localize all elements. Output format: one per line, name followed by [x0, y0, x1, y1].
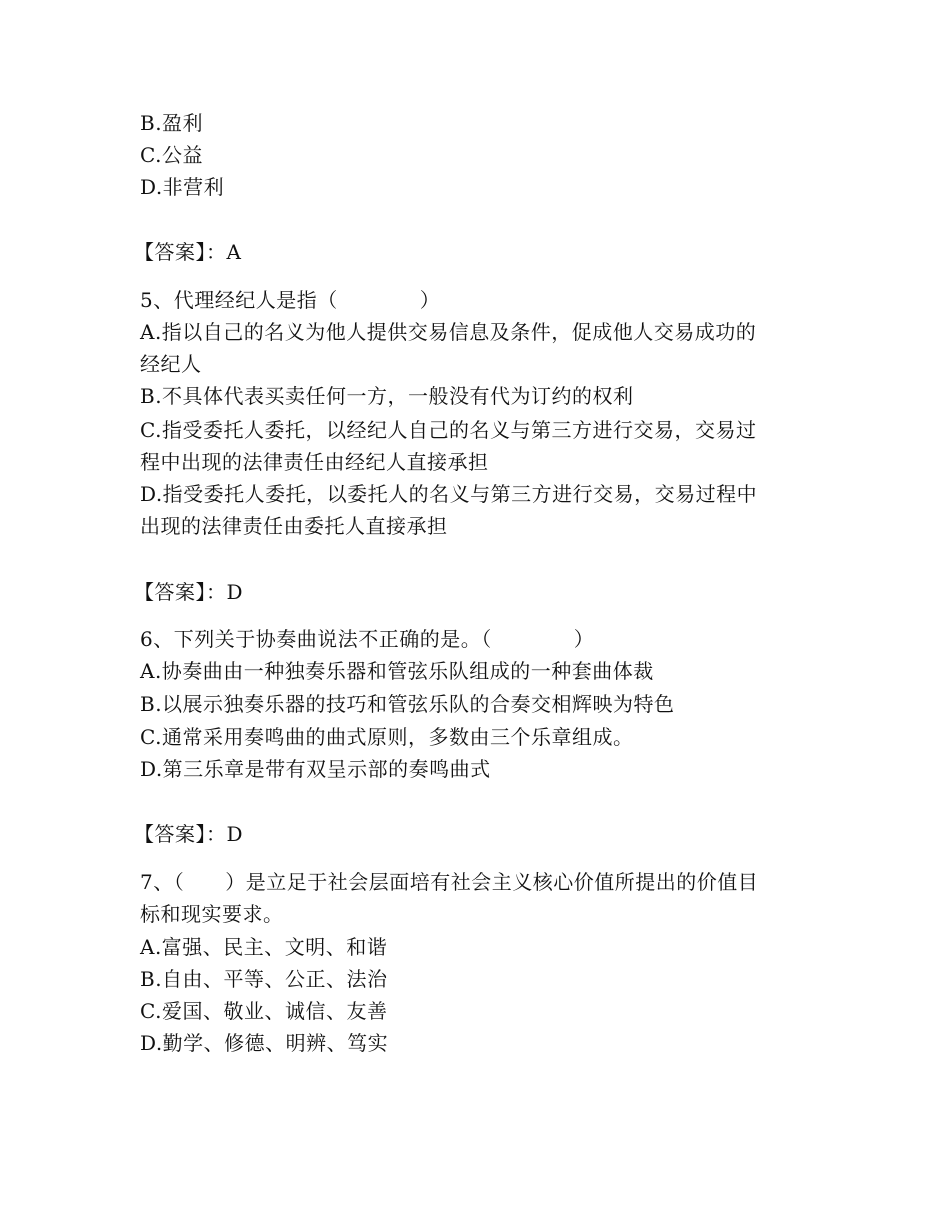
- q5-option-a-line2: 经纪人: [140, 352, 202, 376]
- q5-option-a-line1: A.指以自己的名义为他人提供交易信息及条件，促成他人交易成功的: [140, 320, 757, 344]
- q5-option-c-line2: 程中出现的法律责任由经纪人直接承担: [140, 450, 489, 474]
- q7-option-b: B.自由、平等、公正、法治: [140, 967, 388, 991]
- q5-option-d-line2: 出现的法律责任由委托人直接承担: [140, 514, 448, 538]
- q4-option-d: D.非营利: [140, 175, 225, 199]
- q5-option-d-line1: D.指受委托人委托，以委托人的名义与第三方进行交易，交易过程中: [140, 482, 758, 506]
- q4-answer: 【答案】：A: [134, 240, 242, 264]
- q7-option-a: A.富强、民主、文明、和谐: [140, 935, 388, 959]
- q5-answer: 【答案】：D: [134, 580, 244, 604]
- q4-option-b: B.盈利: [140, 111, 204, 135]
- q6-answer: 【答案】：D: [134, 822, 244, 846]
- q5-stem: 5、代理经纪人是指（ ）: [140, 288, 441, 312]
- q7-option-d: D.勤学、修德、明辨、笃实: [140, 1031, 389, 1055]
- q6-option-a: A.协奏曲由一种独奏乐器和管弦乐队组成的一种套曲体裁: [140, 659, 654, 683]
- q7-option-c: C.爱国、敬业、诚信、友善: [140, 999, 388, 1023]
- q7-stem-line2: 标和现实要求。: [140, 902, 284, 926]
- q7-stem-line1: 7、（ ）是立足于社会层面培有社会主义核心价值所提出的价值目: [140, 870, 759, 894]
- q4-option-c: C.公益: [140, 143, 203, 167]
- q6-option-d: D.第三乐章是带有双呈示部的奏鸣曲式: [140, 757, 491, 781]
- q5-option-b: B.不具体代表买卖任何一方，一般没有代为订约的权利: [140, 384, 634, 408]
- q5-option-c-line1: C.指受委托人委托，以经纪人自己的名义与第三方进行交易，交易过: [140, 418, 757, 442]
- q6-stem: 6、下列关于协奏曲说法不正确的是。（ ）: [140, 627, 595, 651]
- q6-option-c: C.通常采用奏鸣曲的曲式原则，多数由三个乐章组成。: [140, 725, 634, 749]
- q6-option-b: B.以展示独奏乐器的技巧和管弦乐队的合奏交相辉映为特色: [140, 692, 675, 716]
